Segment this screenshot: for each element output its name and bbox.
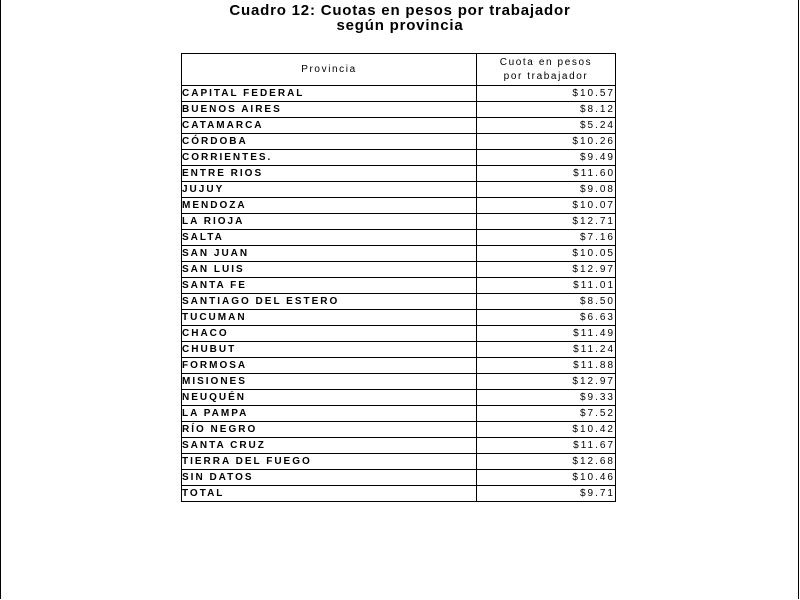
provincia-cell: CHUBUT <box>182 342 477 358</box>
cuota-cell: $11.67 <box>477 438 616 454</box>
cuota-cell: $10.05 <box>477 246 616 262</box>
table-row <box>182 342 616 358</box>
cuota-cell: $11.88 <box>477 358 616 374</box>
provincia-cell: SIN DATOS <box>182 470 477 486</box>
provincia-cell: JUJUY <box>182 182 477 198</box>
header-provincia: Provincia <box>182 54 477 86</box>
table-row <box>182 294 616 310</box>
cuota-cell: $10.26 <box>477 134 616 150</box>
table-row <box>182 326 616 342</box>
provincia-cell: CÓRDOBA <box>182 134 477 150</box>
cuota-cell: $10.42 <box>477 422 616 438</box>
provincia-cell: MENDOZA <box>182 198 477 214</box>
cuota-cell: $11.24 <box>477 342 616 358</box>
cuota-cell: $12.97 <box>477 374 616 390</box>
cuota-cell: $7.16 <box>477 230 616 246</box>
table-row <box>182 150 616 166</box>
table-row <box>182 310 616 326</box>
cuota-cell: $11.60 <box>477 166 616 182</box>
provincia-cell: SAN JUAN <box>182 246 477 262</box>
provincia-cell: TOTAL <box>182 486 477 502</box>
table-row <box>182 454 616 470</box>
table-row <box>182 182 616 198</box>
provincia-cell: LA PAMPA <box>182 406 477 422</box>
provincia-cell: SALTA <box>182 230 477 246</box>
provincia-cell: SAN LUIS <box>182 262 477 278</box>
provincia-cell: CATAMARCA <box>182 118 477 134</box>
cuota-cell: $9.08 <box>477 182 616 198</box>
table-row <box>182 134 616 150</box>
cuota-cell: $8.12 <box>477 102 616 118</box>
cuota-cell: $6.63 <box>477 310 616 326</box>
cuota-cell: $12.68 <box>477 454 616 470</box>
cuota-cell: $12.71 <box>477 214 616 230</box>
header-row <box>182 54 616 86</box>
provincia-cell: CAPITAL FEDERAL <box>182 86 477 102</box>
total-row <box>182 486 616 502</box>
header-cuota-line1: Cuota en pesos <box>499 56 593 68</box>
table-row <box>182 374 616 390</box>
table-row <box>182 406 616 422</box>
cuota-cell: $11.49 <box>477 326 616 342</box>
table-row <box>182 470 616 486</box>
provincia-cell: CORRIENTES. <box>182 150 477 166</box>
provincia-cell: TIERRA DEL FUEGO <box>182 454 477 470</box>
table-row <box>182 278 616 294</box>
quota-table <box>181 53 616 502</box>
table-row <box>182 262 616 278</box>
table-row <box>182 358 616 374</box>
table-row <box>182 422 616 438</box>
table-row <box>182 118 616 134</box>
table-row <box>182 214 616 230</box>
table-row <box>182 198 616 214</box>
cuota-cell: $8.50 <box>477 294 616 310</box>
provincia-cell: RÍO NEGRO <box>182 422 477 438</box>
provincia-cell: NEUQUÉN <box>182 390 477 406</box>
provincia-cell: CHACO <box>182 326 477 342</box>
cuota-cell: $12.97 <box>477 262 616 278</box>
provincia-cell: SANTA FE <box>182 278 477 294</box>
provincia-cell: SANTA CRUZ <box>182 438 477 454</box>
table-row <box>182 102 616 118</box>
cuota-cell: $9.71 <box>477 486 616 502</box>
cuota-cell: $9.33 <box>477 390 616 406</box>
provincia-cell: TUCUMAN <box>182 310 477 326</box>
table-title: Cuadro 12: Cuotas en pesos por trabajador <box>229 2 571 19</box>
table-row <box>182 246 616 262</box>
provincia-cell: SANTIAGO DEL ESTERO <box>182 294 477 310</box>
table-subtitle: según provincia <box>336 17 464 34</box>
table-row <box>182 166 616 182</box>
header-cuota <box>477 54 616 86</box>
table-row <box>182 390 616 406</box>
table-body <box>182 86 616 502</box>
table-row <box>182 438 616 454</box>
table-row <box>182 86 616 102</box>
cuota-cell: $5.24 <box>477 118 616 134</box>
table-header <box>182 54 616 86</box>
provincia-cell: LA RIOJA <box>182 214 477 230</box>
cuota-cell: $10.57 <box>477 86 616 102</box>
header-cuota-line2: por trabajador <box>503 70 589 82</box>
cuota-cell: $10.46 <box>477 470 616 486</box>
provincia-cell: BUENOS AIRES <box>182 102 477 118</box>
table-row <box>182 230 616 246</box>
provincia-cell: FORMOSA <box>182 358 477 374</box>
cuota-cell: $10.07 <box>477 198 616 214</box>
cuota-cell: $11.01 <box>477 278 616 294</box>
provincia-cell: MISIONES <box>182 374 477 390</box>
cuota-cell: $9.49 <box>477 150 616 166</box>
cuota-cell: $7.52 <box>477 406 616 422</box>
provincia-cell: ENTRE RIOS <box>182 166 477 182</box>
